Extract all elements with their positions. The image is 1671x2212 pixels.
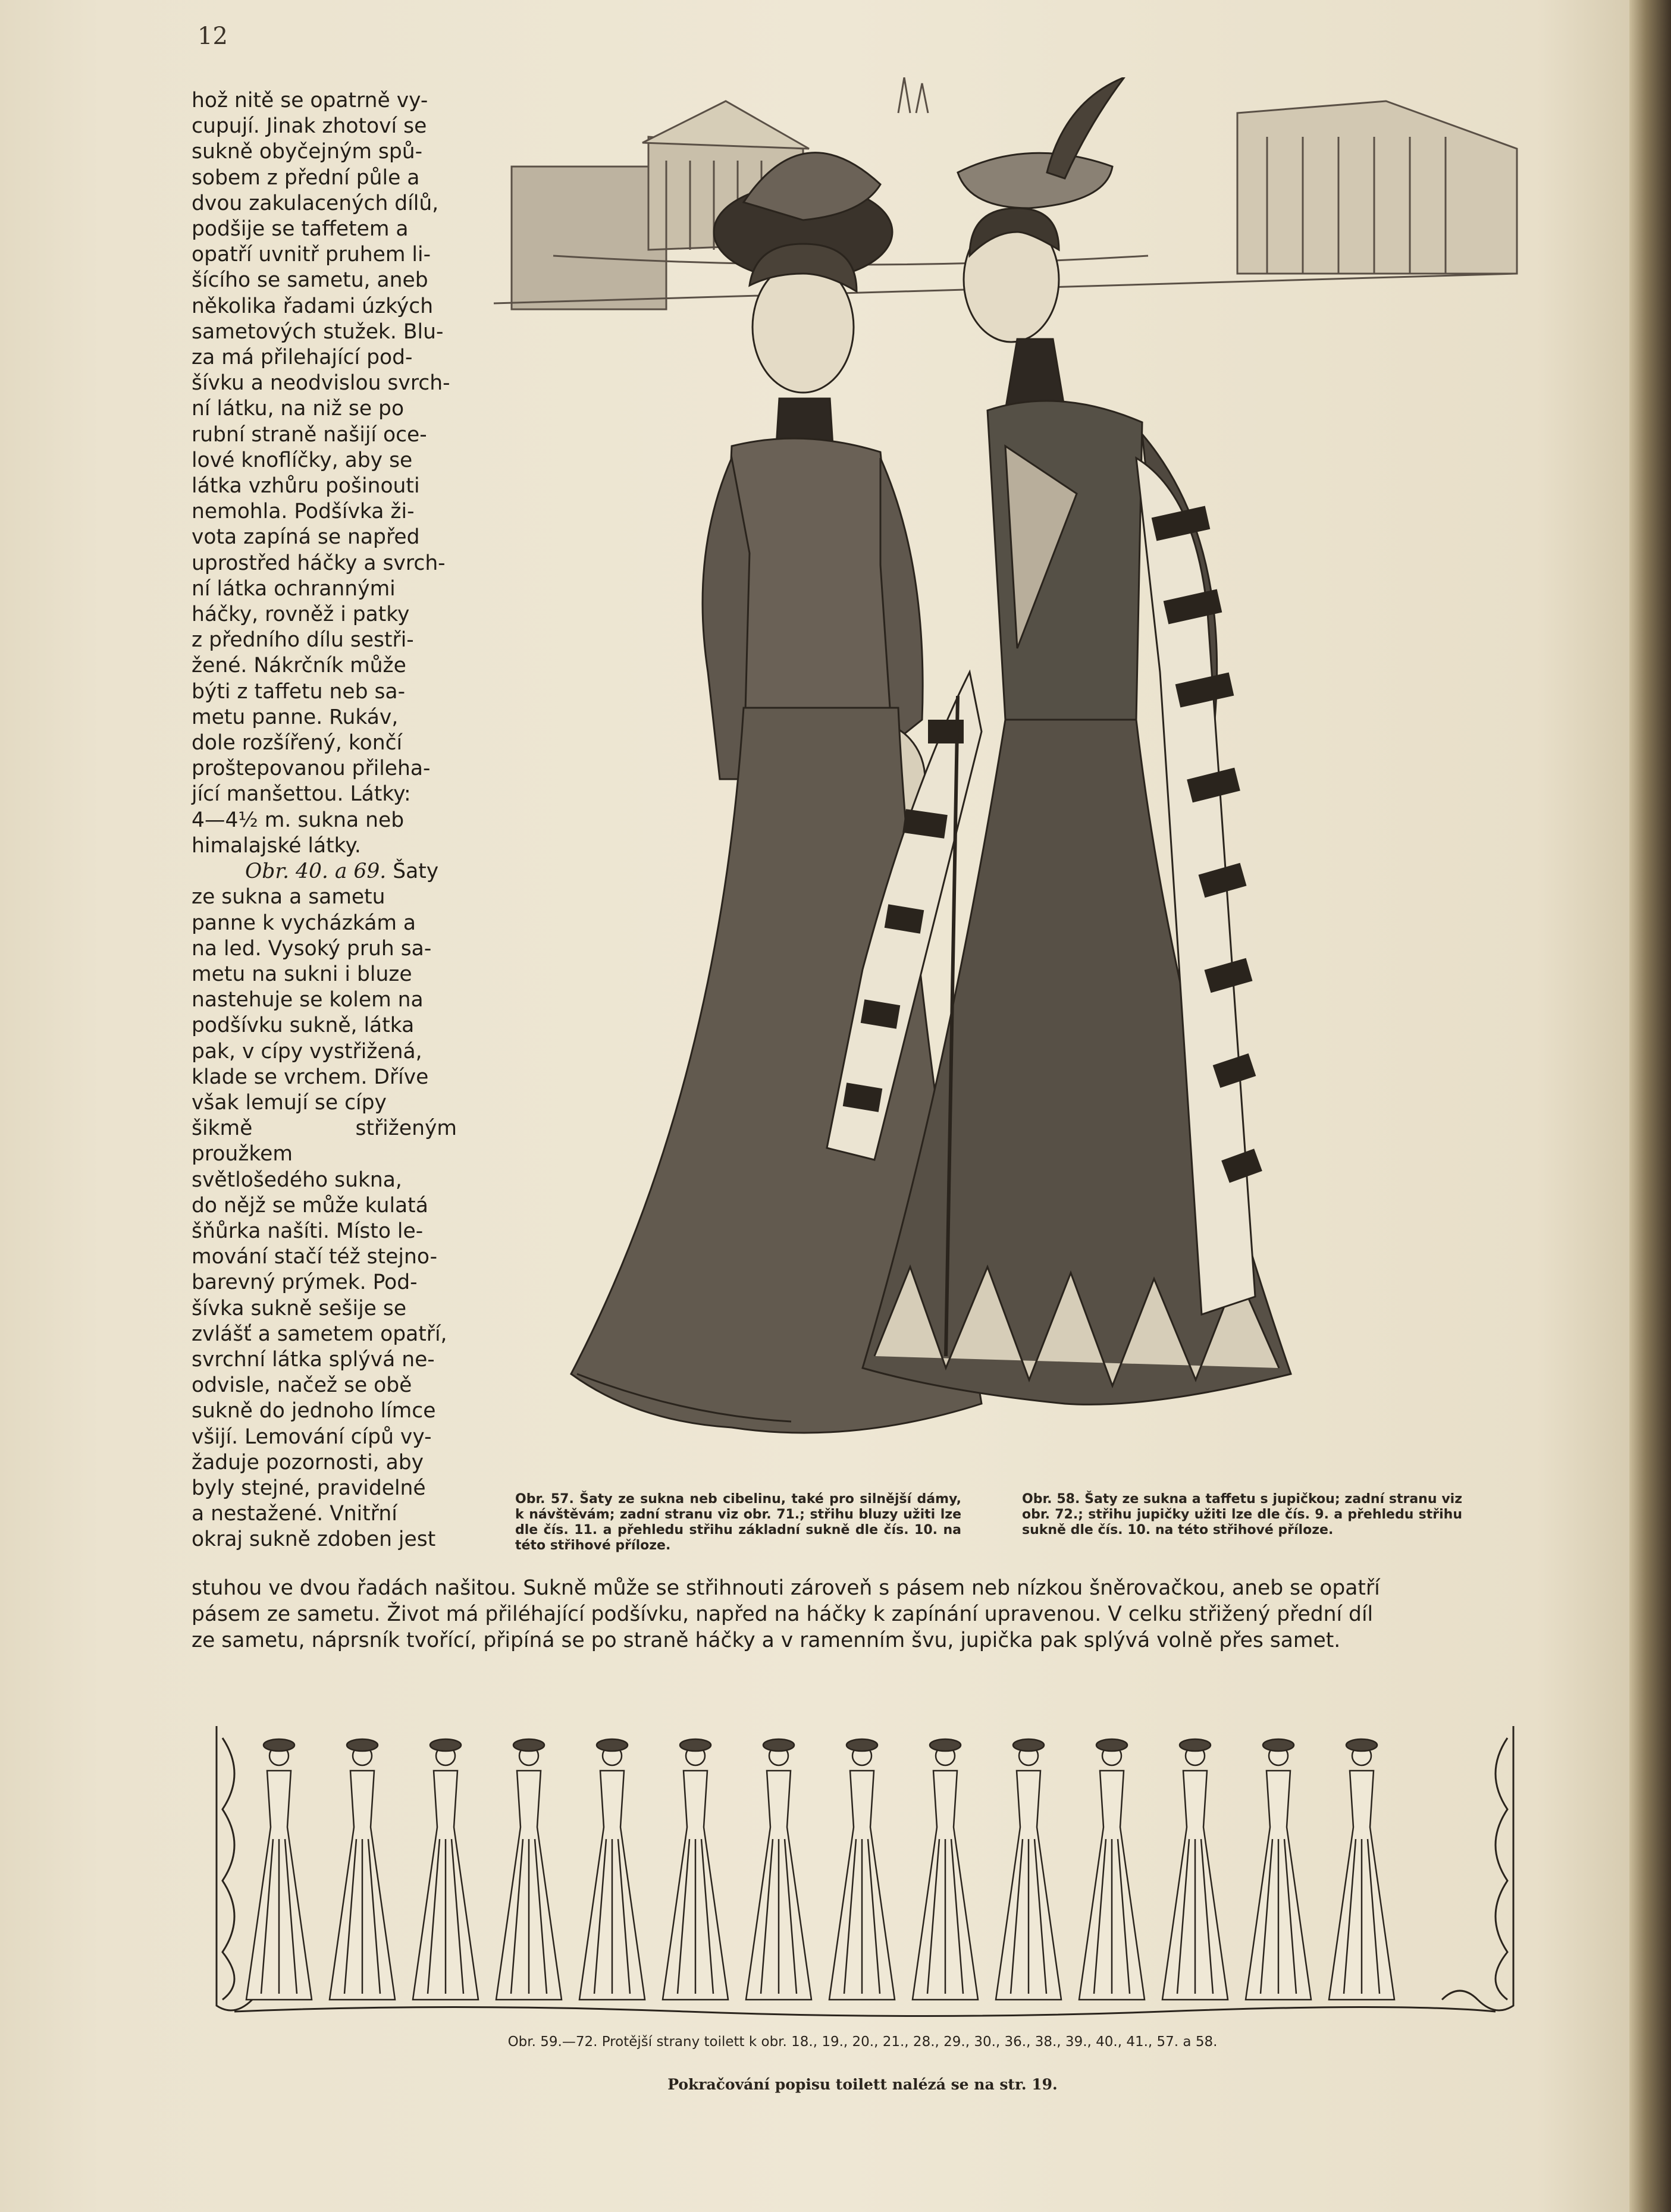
text-line: z předního dílu sestři- <box>192 628 414 652</box>
text-line: jící manšettou. Látky: <box>192 782 411 807</box>
text-line: šívka sukně sešije se <box>192 1296 407 1320</box>
text-line: proštepovanou přileha- <box>192 757 431 781</box>
frieze-dress-figure <box>746 1739 811 2000</box>
text-line: stuhou ve dvou řadách našitou. Sukně může se střihnouti zároveň s pásem neb nízkou šněrovačkou, aneb se opatří <box>192 1576 1380 1600</box>
book-spine <box>1629 0 1671 2212</box>
frieze-dress-figure <box>829 1739 895 2000</box>
text-line: metu panne. Rukáv, <box>192 705 399 729</box>
text-line: ní látku, na niž se po <box>192 397 405 421</box>
text-line: dvou zakulacených dílů, <box>192 191 439 215</box>
fig-reference-rest: Šaty <box>386 859 439 884</box>
text-line: žené. Nákrčník může <box>192 654 406 678</box>
text-line: vota zapíná se napřed <box>192 525 420 550</box>
text-line: opatří uvnitř pruhem li- <box>192 243 431 267</box>
text-line: a nestažené. Vnitřní <box>192 1502 397 1526</box>
frieze-dress-figure <box>996 1739 1061 2000</box>
fig-reference: Obr. 40. a 69. <box>245 859 387 884</box>
text-line: uprostřed háčky a svrch- <box>192 551 446 575</box>
text-line: ze sametu, náprsník tvořící, připíná se po straně háčky a v ramenním švu, jupička pak splývá volně přes samet. <box>192 1629 1341 1652</box>
frieze-dress-figure <box>1162 1739 1228 2000</box>
text-line: všijí. Lemování cípů vy- <box>192 1425 432 1449</box>
text-line: cupují. Jinak zhotoví se <box>192 114 427 139</box>
text-line: lové knoflíčky, aby se <box>192 448 413 472</box>
text-line: pak, v cípy vystřižená, <box>192 1039 422 1063</box>
frieze-dress-figure <box>913 1739 978 2000</box>
text-line: podšívku sukně, látka <box>192 1014 415 1038</box>
text-line: nemohla. Podšívka ži- <box>192 500 415 524</box>
text-line: metu na sukni i bluze <box>192 962 412 986</box>
text-line: svrchní látka splývá ne- <box>192 1347 435 1372</box>
text-line: do nějž se může kulatá <box>192 1193 428 1218</box>
text-line: sobem z přední půle a <box>192 165 420 190</box>
text-line: háčky, rovněž i patky <box>192 603 410 627</box>
frieze-dress-figure <box>1079 1739 1145 2000</box>
text-line: šícího se sametu, aneb <box>192 268 428 293</box>
text-line: mování stačí též stejno- <box>192 1245 438 1269</box>
frieze-dress-figure <box>246 1739 312 2000</box>
text-line: pásem ze sametu. Život má přiléhající podšívku, napřed na háčky k zapínání upravenou. V celku střižený přední díl <box>192 1602 1374 1626</box>
caption-figure-58: Obr. 58. Šaty ze sukna a taffetu s jupičkou; zadní stranu viz obr. 72.; střihu jupičky užiti lze dle čís. 9. a přehledu střihu sukně dle čís. 10. na této střihové příloze. <box>1022 1492 1462 1538</box>
text-line: žaduje pozornosti, aby <box>192 1450 424 1474</box>
text-line: zvlášť a sametem opatří, <box>192 1322 447 1346</box>
fig-reference-line <box>192 859 457 884</box>
text-line: 4—4½ m. sukna neb <box>192 808 405 832</box>
frieze-dress-figure <box>413 1739 478 2000</box>
text-line: sukně do jednoho límce <box>192 1399 436 1423</box>
text-line: za má přilehající pod- <box>192 346 413 370</box>
frieze-figures <box>246 1739 1394 2000</box>
continuation-note: Pokračování popisu toilett nalézá se na str. 19. <box>667 2076 1058 2093</box>
text-line: sukně obyčejným spů- <box>192 140 423 164</box>
text-line: nastehuje se kolem na <box>192 988 424 1012</box>
text-line: dole rozšířený, končí <box>192 731 403 755</box>
text-line: šňůrka našíti. Místo le- <box>192 1219 424 1243</box>
text-line: ní látka ochrannými <box>192 576 396 601</box>
left-text-column <box>192 88 457 1553</box>
frieze-dress-figure <box>330 1739 395 2000</box>
text-line: látka vzhůru pošinouti <box>192 474 420 498</box>
text-line: panne k vycházkám a <box>192 911 416 935</box>
text-line: na led. Vysoký pruh sa- <box>192 936 432 961</box>
text-line: ze sukna a sametu <box>192 885 385 909</box>
frieze-dress-figure <box>1329 1739 1394 2000</box>
text-line: několika řadami úzkých <box>192 294 434 318</box>
full-width-paragraph <box>192 1575 1658 1653</box>
text-line: podšije se taffetem a <box>192 217 409 241</box>
fashion-illustration-main <box>494 77 1532 1478</box>
text-line: okraj sukně zdoben jest <box>192 1527 436 1552</box>
text-line: šívku a neodvislou svrch- <box>192 371 450 396</box>
text-line: odvisle, načež se obě <box>192 1373 412 1398</box>
column-paragraph-1 <box>192 88 457 859</box>
text-line: světlošedého sukna, <box>192 1168 402 1192</box>
text-line: rubní straně našijí oce- <box>192 422 427 447</box>
column-paragraph-2 <box>192 884 457 1552</box>
frieze-caption: Obr. 59.—72. Protější strany toilett k obr. 18., 19., 20., 21., 28., 29., 30., 36., 38., 39., 40., 41., 57. a 58. <box>507 2034 1218 2050</box>
frieze-dress-figure <box>1246 1739 1311 2000</box>
caption-figure-57: Obr. 57. Šaty ze sukna neb cibelinu, také pro silnější dámy, k návštěvám; zadní stranu viz obr. 71.; střihu bluzy užiti lze dle čís. 11. a přehledu střihu základní sukně dle čís. 10. na této střihové příloze. <box>515 1492 961 1553</box>
text-line: býti z taffetu neb sa- <box>192 679 406 704</box>
text-line: barevný prýmek. Pod- <box>192 1270 418 1295</box>
fashion-frieze-illustration <box>211 1720 1519 2026</box>
text-line: šikmě střiženým proužkem <box>192 1116 457 1166</box>
frieze-dress-figure <box>496 1739 562 2000</box>
text-line: sametových stužek. Blu- <box>192 319 444 344</box>
frieze-dress-figure <box>579 1739 645 2000</box>
text-line: hož nitě se opatrně vy- <box>192 89 428 112</box>
page-number: 12 <box>197 23 228 50</box>
frieze-dress-figure <box>663 1739 728 2000</box>
text-line: však lemují se cípy <box>192 1090 387 1115</box>
text-line: byly stejné, pravidelné <box>192 1476 426 1500</box>
text-line: klade se vrchem. Dříve <box>192 1065 429 1089</box>
text-line: himalajské látky. <box>192 833 361 858</box>
